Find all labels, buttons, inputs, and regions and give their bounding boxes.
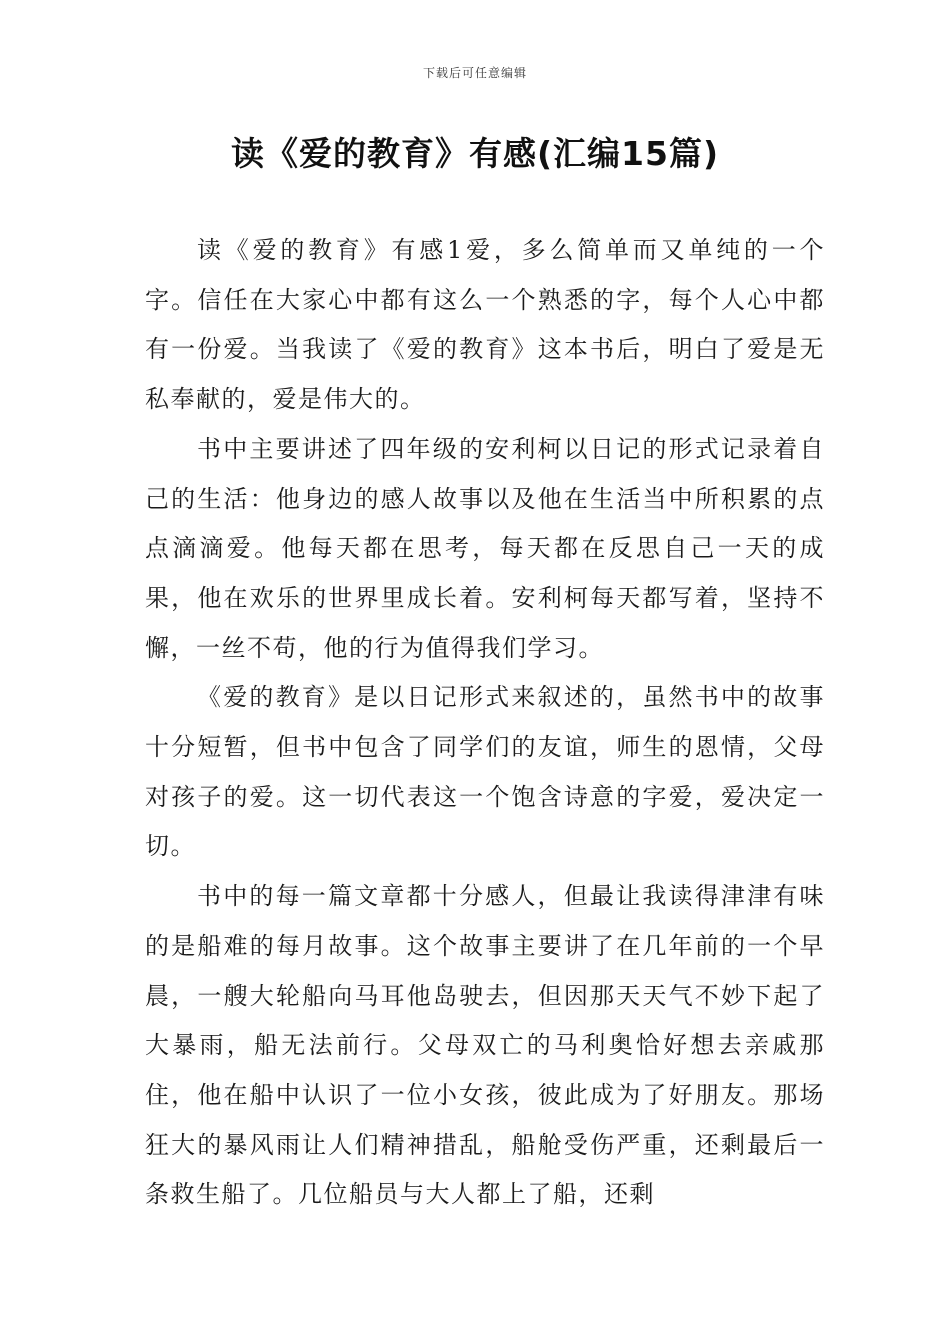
document-body [145,226,825,1220]
paragraph-2: 书中主要讲述了四年级的安利柯以日记的形式记录着自己的生活：他身边的感人故事以及他在生活当中所积累的点点滴滴爱。他每天都在思考，每天都在反思自己一天的成果，他在欢乐的世界里成长着。安利柯每天都写着，坚持不懈，一丝不苟，他的行为值得我们学习。 [145,434,825,662]
paragraph-3: 《爱的教育》是以日记形式来叙述的，虽然书中的故事十分短暂，但书中包含了同学们的友谊，师生的恩情，父母对孩子的爱。这一切代表这一个饱含诗意的字爱，爱决定一切。 [145,683,825,861]
paragraph-4: 书中的每一篇文章都十分感人，但最让我读得津津有味的是船难的每月故事。这个故事主要讲了在几年前的一个早晨，一艘大轮船向马耳他岛驶去，但因那天天气不妙下起了大暴雨，船无法前行。父母双亡的马利奥恰好想去亲戚那住，他在船中认识了一位小女孩，彼此成为了好朋友。那场狂大的暴风雨让人们精神措乱，船舱受伤严重，还剩最后一条救生船了。几位船员与大人都上了船，还剩 [145,882,825,1209]
document-title: 读《爱的教育》有感(汇编15篇) [230,134,720,173]
header-note: 下载后可任意编辑 [422,66,527,80]
paragraph-1: 读《爱的教育》有感1爱，多么简单而又单纯的一个字。信任在大家心中都有这么一个熟悉的字，每个人心中都有一份爱。当我读了《爱的教育》这本书后，明白了爱是无私奉献的，爱是伟大的。 [145,236,825,414]
